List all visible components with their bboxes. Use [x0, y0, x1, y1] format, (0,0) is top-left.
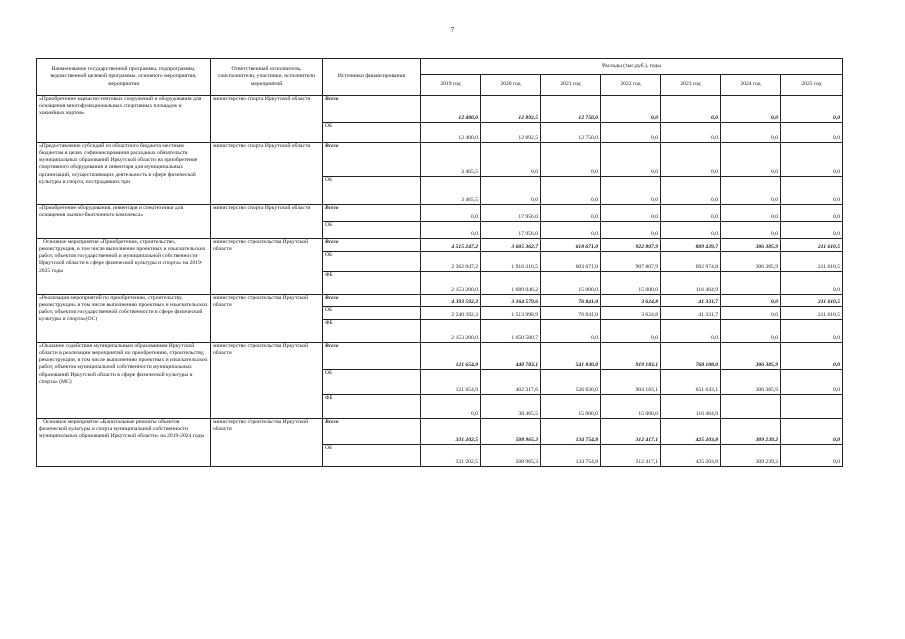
header-year: 2023 год	[661, 75, 721, 96]
funding-source: Всего	[323, 143, 421, 177]
item-executor: министерство спорта Иркутской области	[211, 96, 323, 143]
table-row	[37, 419, 843, 445]
amount-cell: 3 465,5	[421, 177, 481, 205]
amount-cell: 3 624,8	[601, 307, 661, 320]
amount-cell: 211 610,5	[781, 239, 843, 252]
amount-cell: 41 331,7	[661, 295, 721, 307]
amount-cell: 1 916 316,5	[481, 252, 541, 272]
amount-cell: 211 610,5	[781, 252, 843, 272]
amount-cell: 331 202,5	[421, 445, 481, 467]
amount-cell: 0,0	[721, 295, 781, 307]
amount-cell: 440 783,1	[481, 343, 541, 370]
item-name: Основное мероприятие «Капитальные ремонты объектов физической культуры и спорта муниципальной собственности муниципальных образований Иркутской области» на 2019-2024 годы	[37, 419, 211, 467]
amount-cell: 0,0	[661, 205, 721, 222]
funding-source: Всего	[323, 295, 421, 307]
funding-source: Всего	[323, 96, 421, 123]
amount-cell: 12 750,0	[541, 96, 601, 123]
amount-cell: 1 689 046,2	[481, 272, 541, 295]
amount-cell: 907 807,9	[601, 252, 661, 272]
amount-cell: 0,0	[481, 143, 541, 177]
amount-cell: 12 400,0	[421, 123, 481, 143]
amount-cell: 0,0	[781, 370, 843, 395]
amount-cell: 306 385,9	[721, 343, 781, 370]
amount-cell: 15 000,0	[541, 395, 601, 419]
amount-cell: 0,0	[661, 177, 721, 205]
amount-cell: 3 605 362,7	[481, 239, 541, 252]
amount-cell: 402 317,6	[481, 370, 541, 395]
amount-cell: 0,0	[661, 143, 721, 177]
amount-cell: 306 385,9	[721, 239, 781, 252]
amount-cell: 76 841,0	[541, 295, 601, 307]
amount-cell: 919 183,1	[601, 343, 661, 370]
amount-cell: 692 974,8	[661, 252, 721, 272]
amount-cell: 0,0	[601, 123, 661, 143]
amount-cell: 2 240 392,3	[421, 307, 481, 320]
amount-cell: 2 362 047,2	[421, 252, 481, 272]
amount-cell: 618 671,0	[541, 239, 601, 252]
amount-cell: 1 650 580,7	[481, 320, 541, 343]
amount-cell: 0,0	[781, 445, 843, 467]
table-row	[37, 343, 843, 370]
header-year: 2021 год	[541, 75, 601, 96]
budget-table	[36, 58, 843, 467]
table-row	[37, 96, 843, 123]
page-number: 7	[450, 26, 455, 34]
amount-cell: 0,0	[781, 222, 843, 239]
header-year: 2020 год	[481, 75, 541, 96]
amount-cell: 211 610,5	[781, 295, 843, 307]
amount-cell: 0,0	[721, 307, 781, 320]
funding-source: ФБ	[323, 272, 421, 295]
amount-cell: 922 807,9	[601, 239, 661, 252]
table-row	[37, 295, 843, 307]
amount-cell: 0,0	[661, 222, 721, 239]
amount-cell: 0,0	[661, 320, 721, 343]
item-name: «Реализация мероприятий по приобретению, строительству, реконструкции, в том числе выполнению проектных и изыскательских работ, объектов государственной собственности в сфере физической культуры и спорта»(ОС)	[37, 295, 211, 343]
funding-source: ОБ	[323, 307, 421, 320]
header-executor: Ответственный исполнитель, соисполнители, участники, исполнители мероприятий	[211, 59, 323, 96]
amount-cell: 0,0	[541, 222, 601, 239]
amount-cell: 508 965,3	[481, 419, 541, 445]
amount-cell: 0,0	[781, 419, 843, 445]
funding-source: ОБ	[323, 123, 421, 143]
amount-cell: 0,0	[781, 272, 843, 295]
amount-cell: 541 830,0	[541, 343, 601, 370]
amount-cell: 0,0	[541, 205, 601, 222]
amount-cell: 309 239,2	[721, 419, 781, 445]
amount-cell: 0,0	[781, 143, 843, 177]
amount-cell: 12 892,5	[481, 96, 541, 123]
amount-cell: 12 750,0	[541, 123, 601, 143]
item-name: «Предоставление субсидий из областного бюджета местным бюджетам в целях софинансирования расходных обязательств муниципальных образований Иркутской области на приобретение спортивного оборудования и инвентаря для муниципальных организаций, осуществляющих деятельность в сфере физической культуры и спорта, пострадавших при	[37, 143, 211, 205]
amount-cell: 0,0	[541, 177, 601, 205]
amount-cell: 1 513 998,9	[481, 307, 541, 320]
amount-cell: 38 465,5	[481, 395, 541, 419]
amount-cell: 12 892,5	[481, 123, 541, 143]
amount-cell: 121 654,9	[421, 370, 481, 395]
funding-source: Всего	[323, 239, 421, 252]
amount-cell: 15 000,0	[601, 272, 661, 295]
amount-cell: 603 671,0	[541, 252, 601, 272]
amount-cell: 0,0	[601, 320, 661, 343]
amount-cell: 76 841,0	[541, 307, 601, 320]
amount-cell: 17 956,0	[481, 222, 541, 239]
amount-cell: 0,0	[781, 343, 843, 370]
amount-cell: 508 965,3	[481, 445, 541, 467]
amount-cell	[721, 395, 781, 419]
header-name: Наименование государственной программы, подпрограммы, ведомственной целевой программы, основного мероприятия, мероприятия	[37, 59, 211, 96]
amount-cell: 3 624,8	[601, 295, 661, 307]
amount-cell: 309 239,2	[721, 445, 781, 467]
amount-cell: 0,0	[421, 395, 481, 419]
funding-source: ФБ	[323, 320, 421, 343]
amount-cell: 0,0	[781, 96, 843, 123]
amount-cell: 306 385,9	[721, 370, 781, 395]
amount-cell: 4 515 247,2	[421, 239, 481, 252]
item-executor: министерство спорта Иркутской области	[211, 205, 323, 239]
amount-cell: 0,0	[601, 143, 661, 177]
amount-cell: 0,0	[601, 96, 661, 123]
amount-cell: 3 465,5	[421, 143, 481, 177]
amount-cell: 2 153 200,0	[421, 272, 481, 295]
funding-source: ФБ	[323, 395, 421, 419]
item-name: «Приобретение оборудования, инвентаря и спецтехники для оснащения лыжно-биатлонного комплекса»	[37, 205, 211, 239]
amount-cell: 0,0	[781, 123, 843, 143]
amount-cell: 4 393 592,3	[421, 295, 481, 307]
amount-cell	[721, 272, 781, 295]
header-year: 2019 год	[421, 75, 481, 96]
amount-cell: 0,0	[781, 205, 843, 222]
amount-cell: 0,0	[601, 177, 661, 205]
table-row	[37, 143, 843, 177]
amount-cell: 425 203,8	[661, 445, 721, 467]
amount-cell: 0,0	[541, 143, 601, 177]
amount-cell: 121 654,9	[421, 343, 481, 370]
funding-source: ОБ	[323, 370, 421, 395]
funding-source: Всего	[323, 343, 421, 370]
amount-cell: 0,0	[721, 222, 781, 239]
amount-cell: 0,0	[421, 205, 481, 222]
amount-cell: 312 417,1	[601, 419, 661, 445]
amount-cell: 12 400,0	[421, 96, 481, 123]
amount-cell: 0,0	[721, 143, 781, 177]
table-row	[37, 205, 843, 222]
amount-cell	[781, 395, 843, 419]
amount-cell: 809 439,7	[661, 239, 721, 252]
amount-cell: 15 000,0	[601, 395, 661, 419]
amount-cell: 0,0	[721, 123, 781, 143]
amount-cell: 116 464,9	[661, 395, 721, 419]
funding-source: Всего	[323, 205, 421, 222]
item-name: «Приобретение каркасно-тентовых сооружений и оборудования для оснащения многофункциональных спортивных площадок и хоккейных кортов»	[37, 96, 211, 143]
amount-cell: 41 331,7	[661, 307, 721, 320]
amount-cell: 0,0	[541, 320, 601, 343]
header-source: Источники финансирования	[323, 59, 421, 96]
amount-cell: 15 000,0	[541, 272, 601, 295]
amount-cell: 904 183,1	[601, 370, 661, 395]
amount-cell: 425 203,8	[661, 419, 721, 445]
amount-cell: 0,0	[601, 222, 661, 239]
amount-cell: 2 153 200,0	[421, 320, 481, 343]
amount-cell: 0,0	[481, 177, 541, 205]
funding-source: ОБ	[323, 445, 421, 467]
item-name: «Оказание содействия муниципальным образованиям Иркутской области в реализации мероприятий по приобретению, строительству, реконструкции, в том числе выполнению проектных и изыскательских работ, объектов муниципальной собственности муниципальных образований Иркутской области в сфере физической культуры и спорта» (МС)	[37, 343, 211, 419]
amount-cell: 768 108,0	[661, 343, 721, 370]
table-row	[37, 239, 843, 252]
header-year: 2024 год	[721, 75, 781, 96]
amount-cell: 0,0	[421, 222, 481, 239]
amount-cell: 211 610,5	[781, 307, 843, 320]
funding-source: ОБ	[323, 252, 421, 272]
amount-cell: 312 417,1	[601, 445, 661, 467]
funding-source: ОБ	[323, 222, 421, 239]
item-executor: министерство строительства Иркутской области	[211, 343, 323, 419]
amount-cell: 134 754,8	[541, 419, 601, 445]
amount-cell: 0,0	[601, 205, 661, 222]
amount-cell: 0,0	[721, 177, 781, 205]
amount-cell: 306 385,9	[721, 252, 781, 272]
amount-cell: 116 464,9	[661, 272, 721, 295]
header-expenses: Расходы (тыс.руб.), годы	[421, 59, 843, 75]
amount-cell: 3 164 579,6	[481, 295, 541, 307]
amount-cell: 0,0	[721, 96, 781, 123]
funding-source: Всего	[323, 419, 421, 445]
funding-source: ОБ	[323, 177, 421, 205]
amount-cell: 331 202,5	[421, 419, 481, 445]
item-executor: министерство спорта Иркутской области	[211, 143, 323, 205]
amount-cell: 17 956,0	[481, 205, 541, 222]
amount-cell: 134 754,8	[541, 445, 601, 467]
header-year: 2025 год	[781, 75, 843, 96]
item-executor: министерство строительства Иркутской области	[211, 419, 323, 467]
amount-cell: 0,0	[781, 320, 843, 343]
amount-cell: 651 643,1	[661, 370, 721, 395]
table-body	[37, 96, 843, 467]
amount-cell: 0,0	[721, 320, 781, 343]
amount-cell: 0,0	[721, 205, 781, 222]
item-executor: министерство строительства Иркутской области	[211, 239, 323, 295]
amount-cell: 0,0	[661, 123, 721, 143]
amount-cell: 526 830,0	[541, 370, 601, 395]
amount-cell: 0,0	[661, 96, 721, 123]
amount-cell: 0,0	[781, 177, 843, 205]
header-year: 2022 год	[601, 75, 661, 96]
item-executor: министерство строительства Иркутской области	[211, 295, 323, 343]
item-name: Основное мероприятие «Приобретение, строительство, реконструкция, в том числе выполнение проектных и изыскательских работ, объектов государственной и муниципальной собственности Иркутской области в сфере физической культуры и спорта» на 2019-2025 годы	[37, 239, 211, 295]
